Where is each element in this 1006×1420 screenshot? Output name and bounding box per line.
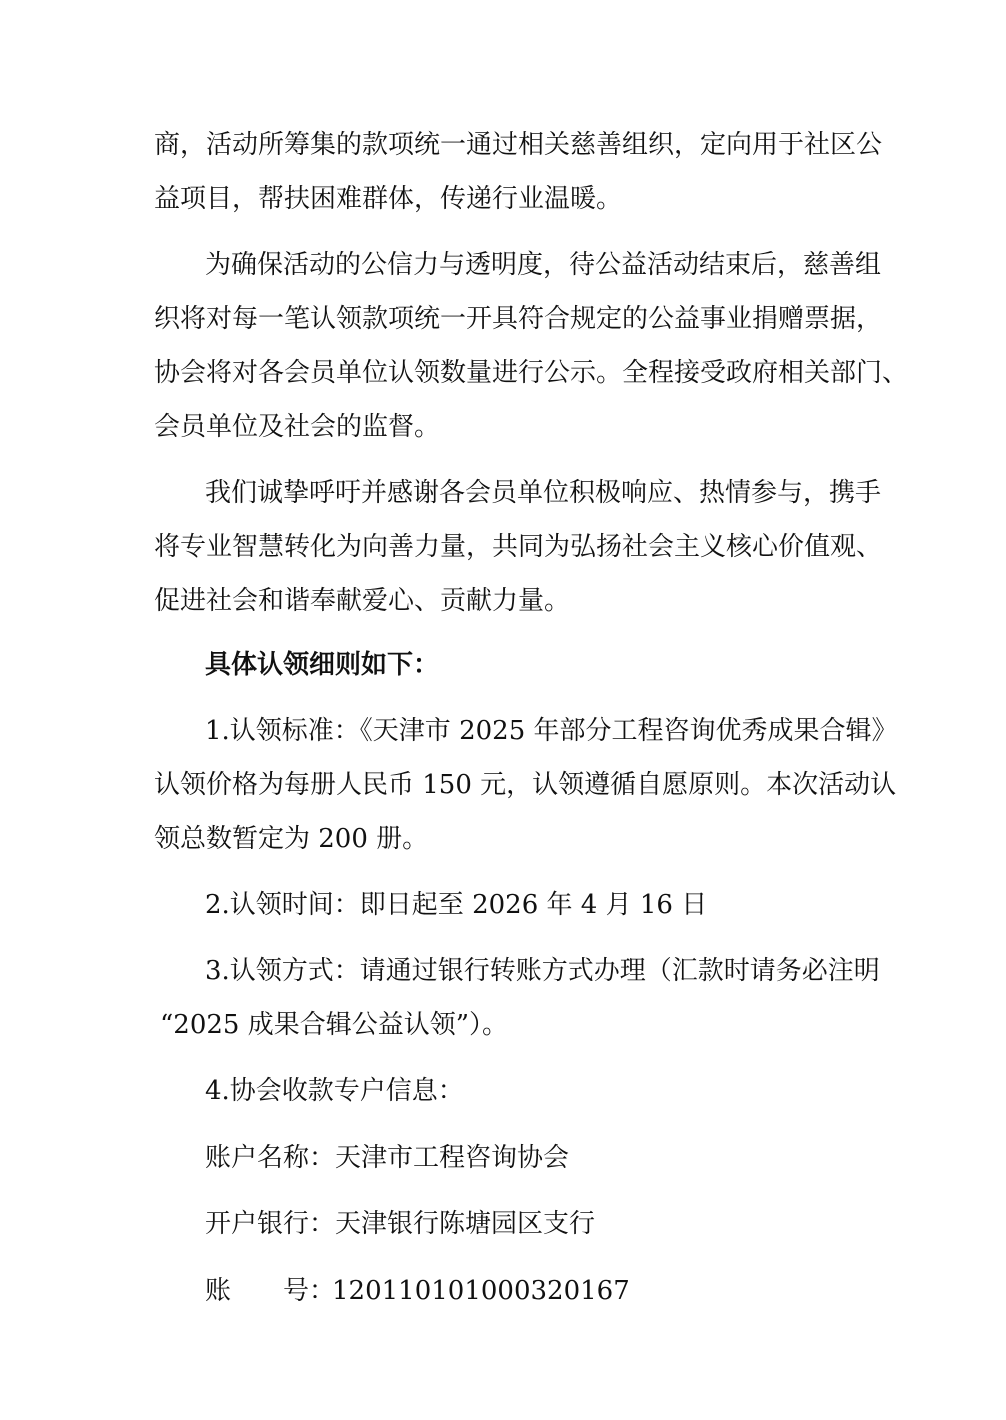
paragraph-2-line-3: 协会将对各会员单位认领数量进行公示。全程接受政府相关部门、 [154, 358, 909, 388]
paragraph-3-line-1: 我们诚挚呼吁并感谢各会员单位积极响应、热情参与，携手 [205, 478, 882, 508]
rule-1-line-3: 领总数暂定为 200 册。 [154, 824, 429, 854]
paragraph-3-line-2: 将专业智慧转化为向善力量，共同为弘扬社会主义核心价值观、 [154, 532, 883, 562]
account-number-value: 120110101000320167 [332, 1276, 630, 1306]
paragraph-2-line-1: 为确保活动的公信力与透明度，待公益活动结束后，慈善组 [205, 250, 882, 280]
account-bank: 开户银行：天津银行陈塘园区支行 [205, 1209, 596, 1239]
rule-3-line-1: 3.认领方式：请通过银行转账方式办理（汇款时请务必注明 [205, 956, 880, 986]
paragraph-1-line-1: 商，活动所筹集的款项统一通过相关慈善组织，定向用于社区公 [154, 130, 883, 160]
rules-heading: 具体认领细则如下： [205, 650, 440, 680]
account-number-label-part-1: 账 [205, 1276, 232, 1306]
rule-3-line-2: “2025 成果合辑公益认领”）。 [160, 1010, 509, 1040]
paragraph-2-line-4: 会员单位及社会的监督。 [154, 412, 441, 442]
paragraph-3-line-3: 促进社会和谐奉献爱心、贡献力量。 [154, 586, 571, 616]
rule-2: 2.认领时间：即日起至 2026 年 4 月 16 日 [205, 890, 708, 920]
account-number-label-part-2: 号： [283, 1276, 336, 1306]
account-name: 账户名称：天津市工程咨询协会 [205, 1143, 570, 1173]
rule-4: 4.协会收款专户信息： [205, 1076, 464, 1106]
paragraph-1-line-2: 益项目，帮扶困难群体，传递行业温暖。 [154, 184, 623, 214]
rule-1-line-1: 1.认领标准：《天津市 2025 年部分工程咨询优秀成果合辑》 [205, 716, 898, 746]
paragraph-2-line-2: 织将对每一笔认领款项统一开具符合规定的公益事业捐赠票据， [154, 304, 883, 334]
rule-1-line-2: 认领价格为每册人民币 150 元，认领遵循自愿原则。本次活动认 [154, 770, 897, 800]
